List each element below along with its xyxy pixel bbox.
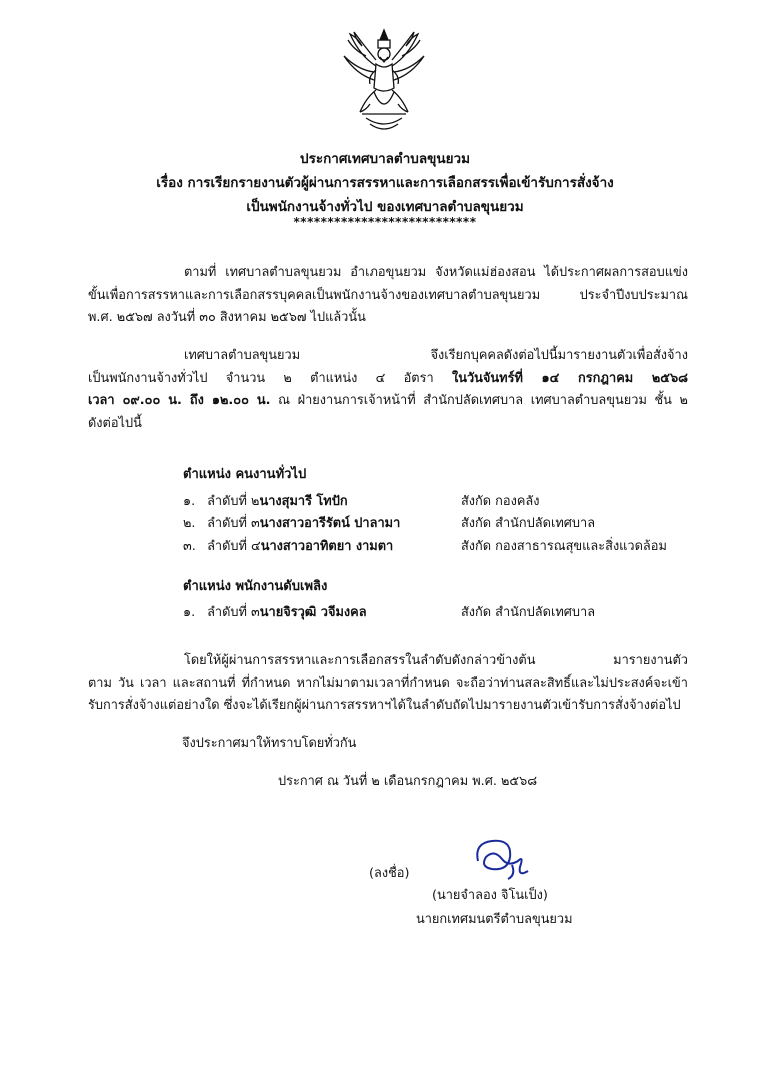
intro-line: ขั้นเพื่อการสรรหาและการเลือกสรรบุคคลเป็นพนักงานจ้างของเทศบาลตำบลขุนยวม ประจำปีงบประมาณ (88, 287, 688, 303)
row-sequence: ลำดับที่ ๔ (207, 539, 261, 554)
candidate-row (183, 601, 683, 622)
row-number: ๓. (183, 539, 196, 554)
row-number: ๒. (183, 516, 196, 531)
candidate-name: นางสาวอารีรัตน์ ปาลามา (259, 516, 401, 531)
candidate-name: นางสุมารี โทปัก (259, 494, 348, 509)
candidate-unit: สังกัด สำนักปลัดเทศบาล (461, 516, 596, 531)
row-sequence: ลำดับที่ ๓ (207, 516, 260, 531)
report-place: ณ ฝ่ายงานการเจ้าหน้าที่ สำนักปลัดเทศบาล เทศบาลตำบลขุนยวม ชั้น ๒ (270, 393, 688, 408)
candidate-row (183, 535, 683, 556)
call-line (88, 368, 688, 391)
candidate-unit: สังกัด กองคลัง (461, 494, 540, 509)
closing-text: จึงประกาศมาให้ทราบโดยทั่วกัน (182, 736, 357, 751)
notice-line: ตาม วัน เวลา และสถานที่ ที่กำหนด หากไม่มาตามเวลาที่กำหนด จะถือว่าท่านสละสิทธิ์และไม่ประสงค์จะเข้า (88, 675, 688, 691)
signature-label: (ลงชื่อ) (369, 866, 410, 881)
notice-line: รับการสั่งจ้างแต่อย่างใด ซึ่งจะได้เรียกผู้ผ่านการสรรหาฯได้ในลำดับถัดไปมารายงานตัวเข้ารับการสั่งจ้างต่อไป (88, 698, 681, 713)
heading-separator: *************************** (293, 215, 477, 229)
report-date: ในวันจันทร์ที่ ๑๔ กรกฎาคม ๒๕๖๘ (451, 370, 688, 386)
candidate-unit: สังกัด สำนักปลัดเทศบาล (461, 605, 596, 620)
announcement-date: ประกาศ ณ วันที่ ๒ เดือนกรกฎาคม พ.ศ. ๒๕๖๘ (278, 774, 538, 789)
call-text: เป็นพนักงานจ้างทั่วไป จำนวน ๒ ตำแหน่ง ๔ อัตรา (88, 370, 452, 386)
intro-line: ตามที่ เทศบาลตำบลขุนยวม อำเภอขุนยวม จังหวัดแม่ฮ่องสอน ได้ประกาศผลการสอบแข่ง (184, 265, 688, 280)
candidate-row (183, 490, 683, 511)
row-number: ๑. (183, 605, 196, 620)
intro-paragraph (88, 262, 688, 330)
signatory-title: นายกเทศมนตรีตำบลขุนยวม (416, 912, 573, 927)
position-title: ตำแหน่ง คนงานทั่วไป (183, 467, 307, 482)
row-sequence: ลำดับที่ ๒ (207, 494, 260, 509)
signature-icon (468, 835, 538, 883)
position-title: ตำแหน่ง พนักงานดับเพลิง (183, 579, 328, 594)
announcement-title: ประกาศเทศบาลตำบลขุนยวม (300, 151, 470, 167)
notice-line: โดยให้ผู้ผ่านการสรรหาและการเลือกสรรในลำดับดังกล่าวข้างต้น มารายงานตัว (184, 653, 688, 668)
candidate-name: นายจิรวุฒิ วจีมงคล (259, 605, 367, 620)
report-time: เวลา ๐๙.๐๐ น. ถึง ๑๒.๐๐ น. (88, 393, 271, 408)
call-paragraph (88, 345, 688, 435)
call-line: ดังต่อไปนี้ (88, 415, 142, 431)
intro-line: พ.ศ. ๒๕๖๗ ลงวันที่ ๓๐ สิงหาคม ๒๕๖๗ ไปแล้วนั้น (88, 310, 366, 325)
candidate-unit: สังกัด กองสาธารณสุขและสิ่งแวดล้อม (461, 539, 667, 554)
candidate-row (183, 512, 683, 533)
garuda-emblem-icon (336, 26, 432, 136)
row-sequence: ลำดับที่ ๓ (207, 605, 260, 620)
announcement-subject-line2: เป็นพนักงานจ้างทั่วไป ของเทศบาลตำบลขุนยวม (246, 199, 524, 215)
notice-paragraph (88, 650, 688, 718)
signatory-name: (นายจำลอง จิโนเป็ง) (432, 888, 548, 903)
row-number: ๑. (183, 494, 196, 509)
call-line: เทศบาลตำบลขุนยวม จึงเรียกบุคคลดังต่อไปนี้มารายงานตัวเพื่อสั่งจ้าง (184, 348, 688, 363)
candidate-name: นางสาวอาทิตยา งามตา (260, 539, 394, 554)
announcement-subject: เรื่อง การเรียกรายงานตัวผู้ผ่านการสรรหาและการเลือกสรรเพื่อเข้ารับการสั่งจ้าง (156, 175, 614, 191)
call-line (88, 390, 688, 413)
